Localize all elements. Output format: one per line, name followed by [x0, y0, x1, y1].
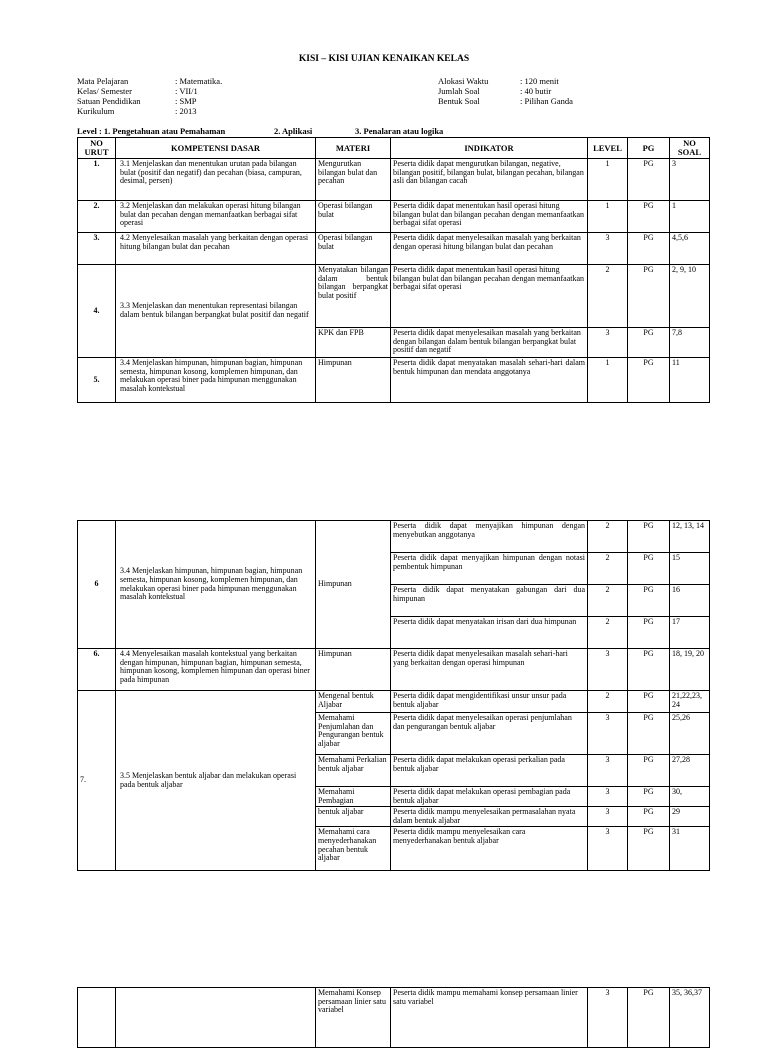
cell-kd: 4.2 Menyelesaikan masalah yang berkaitan dengan operasi hitung bilangan bulat dan pecahan — [116, 233, 316, 265]
cell-level: 3 — [588, 649, 628, 691]
cell-nosoal: 7,8 — [670, 328, 710, 358]
kisi-table-2 — [77, 520, 710, 871]
cell-kd — [116, 988, 316, 1048]
cell-nosoal: 17 — [670, 617, 710, 649]
cell-no: 6 — [78, 521, 116, 649]
cell-level: 3 — [588, 827, 628, 871]
table-row — [78, 649, 710, 691]
cell-materi: Memahami Pembagian — [316, 787, 391, 807]
cell-materi: Operasi bilangan bulat — [316, 201, 391, 233]
cell-indikator: Peserta didik dapat menyelesaikan masalah yang berkaitan dengan operasi hitung bilangan bulat dan pecahan — [391, 233, 588, 265]
cell-nosoal: 29 — [670, 807, 710, 827]
cell-nosoal: 18, 19, 20 — [670, 649, 710, 691]
cell-kd: 3.2 Menjelaskan dan melakukan operasi hitung bilangan bulat dan pecahan dengan memanfaatkan berbagai sifat operasi — [116, 201, 316, 233]
cell-pg: PG — [628, 585, 670, 617]
cell-indikator: Peserta didik dapat menyelesaikan masalah sehari-hari yang berkaitan dengan operasi himpunan — [391, 649, 588, 691]
cell-indikator: Peserta didik mampu menyelesaikan permasalahan nyata dalam bentuk aljabar — [391, 807, 588, 827]
header-level: LEVEL — [588, 138, 628, 159]
cell-materi: Himpunan — [316, 649, 391, 691]
meta-value: : SMP — [175, 96, 197, 106]
table-row — [78, 358, 710, 403]
cell-kd: 3.1 Menjelaskan dan menentukan urutan pada bilangan bulat (positif dan negatif) dan pecahan (biasa, campuran, desimal, persen) — [116, 159, 316, 201]
cell-pg: PG — [628, 521, 670, 553]
meta-label: Kelas/ Semester — [77, 86, 132, 96]
cell-indikator: Peserta didik dapat melakukan operasi pembagian pada bentuk aljabar — [391, 787, 588, 807]
cell-materi: Memahami Konsep persamaan linier satu variabel — [316, 988, 391, 1048]
cell-indikator: Peserta didik dapat menyatakan masalah sehari-hari dalam bentuk himpunan dan mendata anggotanya — [391, 358, 588, 403]
level-3-label: 3. Penalaran atau logika — [355, 126, 444, 136]
cell-pg: PG — [628, 201, 670, 233]
cell-kd: 3.5 Menjelaskan bentuk aljabar dan melakukan operasi pada bentuk aljabar — [116, 691, 316, 871]
cell-nosoal: 11 — [670, 358, 710, 403]
meta-label: Jumlah Soal — [438, 86, 480, 96]
cell-level: 3 — [588, 787, 628, 807]
cell-indikator: Peserta didik dapat mengurutkan bilangan, negative, bilangan positif, bilangan bulat, bilangan pecahan, bilangan asli dan bilangan cacah — [391, 159, 588, 201]
cell-level: 2 — [588, 265, 628, 328]
header-no: NO URUT — [78, 138, 116, 159]
meta-label: Mata Pelajaran — [77, 76, 129, 86]
cell-materi: Memahami Penjumlahan dan Pengurangan bentuk aljabar — [316, 713, 391, 755]
header-materi: MATERI — [316, 138, 391, 159]
cell-indikator: Peserta didik dapat menentukan hasil operasi hitung bilangan bulat dan bilangan pecahan dengan memanfaatkan berbagai sifat operasi — [391, 265, 588, 328]
meta-value: : VII/1 — [175, 86, 198, 96]
level-1-label: Level : 1. Pengetahuan atau Pemahaman — [77, 126, 226, 136]
cell-kd: 3.4 Menjelaskan himpunan, himpunan bagian, himpunan semesta, himpunan kosong, komplemen himpunan, dan melakukan operasi biner pada himpunan menggunakan masalah kontekstual — [116, 521, 316, 649]
cell-indikator: Peserta didik dapat menyajikan himpunan dengan menyebutkan anggotanya — [391, 521, 588, 553]
cell-materi: Operasi bilangan bulat — [316, 233, 391, 265]
header-nosoal: NO SOAL — [670, 138, 710, 159]
header-pg: PG — [628, 138, 670, 159]
cell-pg: PG — [628, 827, 670, 871]
cell-indikator: Peserta didik dapat mengidentifikasi unsur unsur pada bentuk aljabar — [391, 691, 588, 713]
cell-nosoal: 15 — [670, 553, 710, 585]
cell-kd: 3.4 Menjelaskan himpunan, himpunan bagian, himpunan semesta, himpunan kosong, komplemen himpunan, dan melakukan operasi biner pada himpunan menggunakan masalah kontekstual — [116, 358, 316, 403]
cell-level: 2 — [588, 691, 628, 713]
cell-pg: PG — [628, 787, 670, 807]
cell-no: 5. — [78, 358, 116, 403]
cell-pg: PG — [628, 328, 670, 358]
cell-nosoal: 21,22,23, 24 — [670, 691, 710, 713]
cell-level: 1 — [588, 159, 628, 201]
table-row — [78, 201, 710, 233]
cell-indikator: Peserta didik dapat menyelesaikan masalah yang berkaitan dengan bilangan dalam bentuk bilangan berpangkat bulat positif dan negatif — [391, 328, 588, 358]
level-2-label: 2. Aplikasi — [274, 126, 313, 136]
kisi-table-3 — [77, 987, 710, 1048]
kisi-table-1 — [77, 137, 710, 403]
cell-level: 3 — [588, 807, 628, 827]
cell-no: 3. — [78, 233, 116, 265]
cell-materi: Mengenal bentuk Aljabar — [316, 691, 391, 713]
cell-pg: PG — [628, 553, 670, 585]
cell-materi: bentuk aljabar — [316, 807, 391, 827]
cell-nosoal: 12, 13, 14 — [670, 521, 710, 553]
meta-label: Kurikulum — [77, 106, 115, 116]
meta-value: : Matematika. — [175, 76, 223, 86]
table-header-row — [78, 138, 710, 159]
cell-materi: Memahami Perkalian bentuk aljabar — [316, 755, 391, 787]
cell-indikator: Peserta didik mampu menyelesaikan cara menyederhanakan bentuk aljabar — [391, 827, 588, 871]
cell-level: 2 — [588, 521, 628, 553]
table-row — [78, 691, 710, 713]
cell-materi: Mengurutkan bilangan bulat dan pecahan — [316, 159, 391, 201]
cell-no: 6. — [78, 649, 116, 691]
cell-level: 2 — [588, 585, 628, 617]
cell-level: 2 — [588, 617, 628, 649]
table-row — [78, 233, 710, 265]
meta-right — [438, 76, 573, 106]
cell-level: 1 — [588, 201, 628, 233]
cell-pg: PG — [628, 265, 670, 328]
cell-pg: PG — [628, 691, 670, 713]
cell-nosoal: 27,28 — [670, 755, 710, 787]
cell-materi: Memahami cara menyederhanakan pecahan bentuk aljabar — [316, 827, 391, 871]
cell-level: 2 — [588, 553, 628, 585]
meta-value: : Pilihan Ganda — [520, 96, 573, 106]
cell-nosoal: 4,5,6 — [670, 233, 710, 265]
cell-indikator: Peserta didik dapat menyatakan gabungan dari dua himpunan — [391, 585, 588, 617]
cell-pg: PG — [628, 755, 670, 787]
cell-indikator: Peserta didik mampu memahami konsep persamaan linier satu variabel — [391, 988, 588, 1048]
cell-pg: PG — [628, 988, 670, 1048]
meta-label: Alokasi Waktu — [438, 76, 489, 86]
table-row — [78, 265, 710, 328]
cell-nosoal: 35, 36,37 — [670, 988, 710, 1048]
cell-pg: PG — [628, 358, 670, 403]
cell-level: 3 — [588, 988, 628, 1048]
cell-level: 3 — [588, 328, 628, 358]
cell-indikator: Peserta didik dapat menyelesaikan operasi penjumlahan dan pengurangan bentuk aljabar — [391, 713, 588, 755]
cell-nosoal: 16 — [670, 585, 710, 617]
meta-value: : 2013 — [175, 106, 197, 116]
cell-indikator: Peserta didik dapat melakukan operasi perkalian pada bentuk aljabar — [391, 755, 588, 787]
meta-label: Satuan Pendidikan — [77, 96, 141, 106]
cell-nosoal: 25,26 — [670, 713, 710, 755]
cell-nosoal: 3 — [670, 159, 710, 201]
cell-kd: 3.3 Menjelaskan dan menentukan representasi bilangan dalam bentuk bilangan berpangkat bulat positif dan negatif — [116, 265, 316, 358]
cell-nosoal: 31 — [670, 827, 710, 871]
cell-level: 3 — [588, 755, 628, 787]
cell-materi: Himpunan — [316, 358, 391, 403]
cell-kd: 4.4 Menyelesaikan masalah kontekstual yang berkaitan dengan himpunan, himpunan bagian, himpunan semesta, himpunan kosong, komplemen himpunan dan operasi biner pada himpunan — [116, 649, 316, 691]
cell-no: 7. — [78, 691, 116, 871]
cell-pg: PG — [628, 159, 670, 201]
header-kd: KOMPETENSI DASAR — [116, 138, 316, 159]
table-row — [78, 988, 710, 1048]
meta-value: : 120 menit — [520, 76, 559, 86]
cell-pg: PG — [628, 713, 670, 755]
cell-level: 3 — [588, 233, 628, 265]
cell-pg: PG — [628, 617, 670, 649]
meta-label: Bentuk Soal — [438, 96, 480, 106]
cell-pg: PG — [628, 233, 670, 265]
cell-nosoal: 30, — [670, 787, 710, 807]
meta-value: : 40 butir — [520, 86, 552, 96]
cell-nosoal: 2, 9, 10 — [670, 265, 710, 328]
cell-no: 2. — [78, 201, 116, 233]
cell-level: 1 — [588, 358, 628, 403]
cell-indikator: Peserta didik dapat menyatakan irisan dari dua himpunan — [391, 617, 588, 649]
cell-no: 4. — [78, 265, 116, 358]
table-row — [78, 521, 710, 553]
table-row — [78, 159, 710, 201]
cell-pg: PG — [628, 649, 670, 691]
cell-materi: Himpunan — [316, 521, 391, 649]
meta-left — [77, 76, 222, 116]
cell-materi: KPK dan FPB — [316, 328, 391, 358]
cell-materi: Menyatakan bilangan dalam bentuk bilangan berpangkat bulat positif — [316, 265, 391, 328]
cell-indikator: Peserta didik dapat menentukan hasil operasi hitung bilangan bulat dan bilangan pecahan dengan memanfaatkan berbagai sifat operasi — [391, 201, 588, 233]
cell-level: 3 — [588, 713, 628, 755]
header-indikator: INDIKATOR — [391, 138, 588, 159]
document-title: KISI – KISI UJIAN KENAIKAN KELAS — [298, 54, 470, 64]
cell-nosoal: 1 — [670, 201, 710, 233]
cell-indikator: Peserta didik dapat menyajikan himpunan dengan notasi pembentuk himpunan — [391, 553, 588, 585]
cell-no: 1. — [78, 159, 116, 201]
cell-no — [78, 988, 116, 1048]
cell-pg: PG — [628, 807, 670, 827]
